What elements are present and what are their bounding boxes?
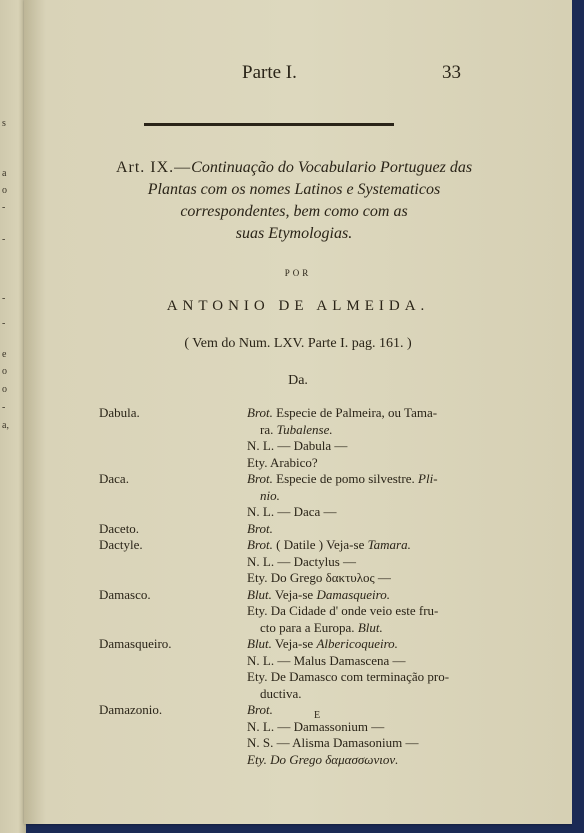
vocabulary-entry: [24, 537, 572, 587]
vocabulary-entry: [24, 471, 572, 521]
definition-line: N. L. — Malus Damascena —: [247, 652, 406, 668]
definition-line: Ety. De Damasco com terminação pro-: [247, 669, 450, 684]
entry-definition: [247, 405, 469, 471]
entry-term: Dactyle.: [99, 537, 143, 552]
book-page: [24, 0, 572, 824]
definition-line: N. L. — Daca —: [247, 504, 337, 519]
entry-definition: [247, 702, 469, 768]
header-rule: [144, 123, 394, 126]
prev-page-fragment: -: [2, 402, 6, 413]
article-title-line: Plantas com os nomes Latinos e Systematicos: [147, 181, 441, 198]
section-heading: Da.: [288, 373, 308, 388]
entry-term: Damazonio.: [99, 702, 163, 717]
definition-line: N. L. — Dactylus —: [247, 553, 357, 569]
prev-page-fragment: -: [2, 318, 6, 329]
prev-page-fragment: o: [2, 366, 7, 377]
entry-term: Dabula.: [99, 405, 140, 420]
vocabulary-entry: [24, 521, 572, 538]
definition-line: cto para a Europa. Blut.: [260, 619, 383, 635]
definition-line: ra. Tubalense.: [260, 421, 333, 437]
article-heading: [84, 157, 504, 245]
prev-page-fragment: o: [2, 384, 7, 395]
entry-term: Damasco.: [99, 586, 151, 602]
vocabulary-entry: [24, 636, 572, 702]
entry-definition: [247, 636, 469, 702]
definition-line: Blut. Veja-se Albericoqueiro.: [247, 636, 398, 651]
continuation-note: ( Vem do Num. LXV. Parte I. pag. 161. ): [184, 336, 412, 351]
prev-page-fragment: -: [2, 293, 6, 304]
vocabulary-entry: [24, 405, 572, 471]
article-label: Art. IX.—: [115, 159, 192, 176]
vocabulary-entry: [24, 702, 572, 768]
entry-definition: [247, 521, 469, 538]
running-title: Parte I.: [242, 62, 297, 83]
definition-line: nio.: [260, 487, 280, 503]
article-title-line: Continuação do Vocabulario Portuguez das: [191, 159, 473, 176]
definition-line: Brot.: [247, 702, 273, 717]
definition-line: N. L. — Damassonium —: [247, 718, 385, 734]
prev-page-fragment: -: [2, 202, 6, 213]
vocabulary-entry: [24, 587, 572, 637]
page-number: 33: [442, 62, 461, 83]
entry-definition: [247, 471, 469, 521]
byline-por: POR: [284, 268, 312, 278]
definition-line: Blut. Veja-se Damasqueiro.: [247, 586, 390, 602]
entry-term: Daceto.: [99, 520, 140, 536]
vocabulary-entries: [24, 405, 572, 768]
definition-line: N. S. — Alisma Damasonium —: [247, 735, 419, 750]
definition-line: N. L. — Dabula —: [247, 438, 348, 453]
definition-line: Ety. Da Cidade d' onde veio este fru-: [247, 603, 439, 618]
article-title-line: suas Etymologias.: [235, 225, 353, 242]
definition-line: Brot. ( Datile ) Veja-se Tamara.: [247, 537, 411, 552]
definition-line: Ety. Do Grego δαμασσωνιον.: [247, 751, 399, 767]
page-edge-shadow: [572, 0, 584, 833]
entry-term: Daca.: [99, 471, 129, 486]
prev-page-fragment: -: [2, 234, 6, 245]
definition-line: Brot.: [247, 520, 273, 536]
definition-line: Brot. Especie de pomo silvestre. Pli-: [247, 471, 438, 486]
prev-page-fragment: e: [2, 349, 7, 360]
definition-line: Ety. Do Grego δακτυλος —: [247, 570, 391, 585]
definition-line: Brot. Especie de Palmeira, ou Tama-: [247, 405, 438, 420]
entry-definition: [247, 587, 469, 637]
entry-term: Damasqueiro.: [99, 636, 172, 651]
article-title-line: correspondentes, bem como com as: [180, 203, 408, 220]
definition-line: Ety. Arabico?: [247, 454, 318, 470]
prev-page-fragment: s: [2, 118, 6, 129]
previous-page-edge: [0, 0, 26, 833]
author-name: ANTONIO DE ALMEIDA.: [166, 298, 430, 314]
entry-definition: [247, 537, 469, 587]
definition-line: ductiva.: [260, 685, 302, 701]
prev-page-fragment: a,: [2, 420, 9, 431]
signature-mark: E: [314, 710, 321, 721]
prev-page-fragment: a: [2, 168, 7, 179]
prev-page-fragment: o: [2, 185, 7, 196]
